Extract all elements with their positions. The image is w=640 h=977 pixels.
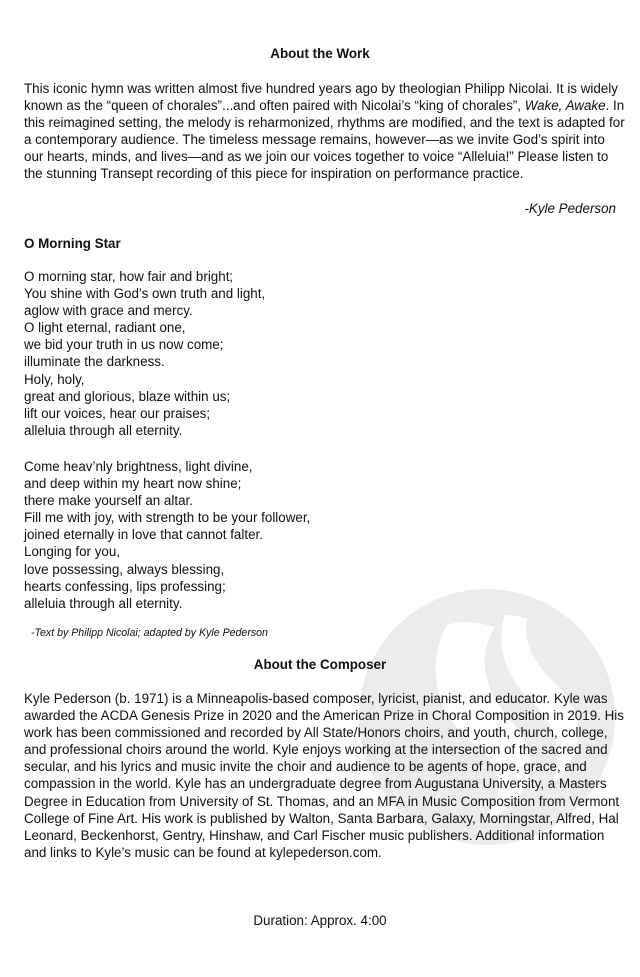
poem-line: O light eternal, radiant one, (24, 320, 186, 336)
poem-line: we bid your truth in us now come; (24, 337, 224, 353)
poem-line: Longing for you, (24, 544, 121, 560)
poem-line: Come heav’nly brightness, light divine, (24, 459, 253, 474)
poem-line: Holy, holy, (24, 371, 85, 387)
poem-stanza-1 (24, 268, 265, 439)
about-work-title-italic: Wake, Awake (524, 98, 606, 114)
poem-line: alleluia through all eternity. (24, 422, 183, 438)
poem-line: there make yourself an altar. (24, 493, 193, 509)
poem-line: aglow with grace and mercy. (24, 303, 193, 319)
poem-line: hearts confessing, lips professing; (24, 578, 226, 594)
poem-line: lift our voices, hear our praises; (24, 405, 211, 421)
about-work-signature: -Kyle Pederson (524, 201, 616, 216)
poem-text-credit: -Text by Philipp Nicolai; adapted by Kyle Pederson (31, 627, 268, 639)
poem-line: great and glorious, blaze within us; (24, 388, 231, 404)
about-work-paragraph (24, 80, 626, 183)
poem-title: O Morning Star (24, 236, 121, 251)
poem-line: O morning star, how fair and bright; (24, 269, 234, 284)
about-composer-heading: About the Composer (253, 657, 387, 672)
poem-line: Fill me with joy, with strength to be your follower, (24, 510, 311, 526)
poem-stanza-2 (24, 458, 310, 612)
poem-line: joined eternally in love that cannot falter. (24, 527, 263, 543)
about-composer-paragraph: Kyle Pederson (b. 1971) is a Minneapolis-based composer, lyricist, pianist, and educator. Kyle was awarded the ACDA Genesis Prize in 2020 and the American Prize in Choral Composition in 2019. His work has been commissioned and recorded by All State/Honors choirs, and youth, church, college, and professional choirs around the world. Kyle enjoys working at the intersection of the sacred and secular, and his lyrics and music invite the choir and audience to be agents of hope, grace, and compassion in the world. Kyle has an undergraduate degree from Augustana University, a Masters Degree in Education from University of St. Thomas, and an MFA in Music Composition from Vermont College of Fine Art. His work is published by Walton, Santa Barbara, Galaxy, Morningstar, Alfred, Hal Leonard, Beckenhorst, Gentry, Hinshaw, and Carl Fischer music publishers. Additional information and links to Kyle’s music can be found at kylepederson.com. (24, 691, 624, 860)
duration-label: Duration: Approx. 4:00 (253, 913, 387, 928)
poem-line: alleluia through all eternity. (24, 595, 183, 611)
about-work-text-part2: . In this reimagined setting, the melody is reharmonized, rhythms are modified, and the text is adapted for a contemporary audience. The timeless message remains, however—as we invite God’s spirit into our hearts, minds, and lives—and as we join our voices together to voice “Alleluia!” Please listen to the stunning Transept recording of this piece for inspiration on performance practice. (24, 98, 625, 182)
poem-line: You shine with God’s own truth and light, (24, 286, 266, 302)
poem-line: illuminate the darkness. (24, 354, 165, 370)
poem-line: and deep within my heart now shine; (24, 476, 242, 492)
about-work-text-part1: This iconic hymn was written almost five hundred years ago by theologian Philipp Nicolai. It is widely known as the “queen of chorales”...and often paired with Nicolai’s “king of chorales”, (24, 81, 618, 114)
poem-line: love possessing, always blessing, (24, 561, 225, 577)
about-work-heading: About the Work (270, 46, 370, 61)
